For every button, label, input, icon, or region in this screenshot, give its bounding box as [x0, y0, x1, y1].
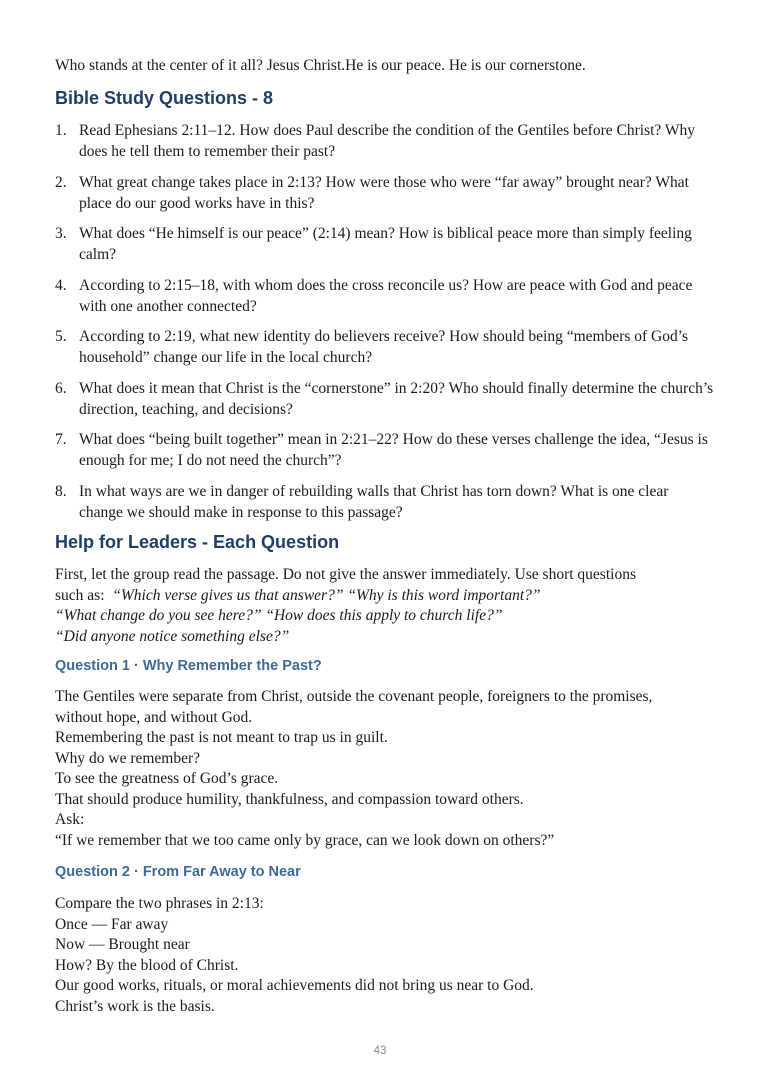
list-item-text: Read Ephesians 2:11–12. How does Paul describe the condition of the Gentiles before Christ? Why does he tell them to remember their past? [79, 122, 695, 160]
paragraph-line: That should produce humility, thankfulness, and compassion toward others. [55, 790, 524, 808]
list-item-text: What does it mean that Christ is the “cornerstone” in 2:20? Who should finally determine the church’s direction, teaching, and decisions? [79, 379, 714, 418]
leaders-intro-paragraph [55, 565, 715, 647]
list-item-number: 6. [55, 379, 67, 397]
paragraph-line: Remembering the past is not meant to trap us in guilt. [55, 729, 388, 746]
list-item [55, 172, 715, 214]
paragraph-line: Why do we remember? [55, 749, 201, 767]
list-item-number: 3. [55, 225, 67, 242]
list-item-text: According to 2:19, what new identity do believers receive? How should being “members of God’s household” change our life in the local church? [79, 328, 689, 366]
paragraph-line: Compare the two phrases in 2:13: [55, 895, 264, 912]
intro-paragraph: Who stands at the center of it all? Jesus Christ.He is our peace. He is our cornerstone. [55, 57, 586, 74]
example-question: “Did anyone notice something else?” [55, 627, 290, 645]
list-item-number: 2. [55, 173, 67, 191]
paragraph-line: The Gentiles were separate from Christ, outside the covenant people, foreigners to the promises, [55, 688, 653, 705]
list-item [55, 120, 715, 162]
paragraph-line: Our good works, rituals, or moral achievements did not bring us near to God. [55, 977, 534, 994]
paragraph-line: without hope, and without God. [55, 708, 253, 726]
paragraph-line: To see the greatness of God’s grace. [55, 770, 279, 787]
list-item-text: According to 2:15–18, with whom does the cross reconcile us? How are peace with God and peace with one another connected? [79, 276, 693, 315]
list-item-text: What great change takes place in 2:13? How were those who were “far away” brought near? What place do our good works have in this? [79, 173, 689, 212]
list-item [55, 326, 715, 368]
list-item [55, 481, 715, 523]
leaders-intro-prefix: such as: [55, 586, 113, 604]
list-item-text: What does “being built together” mean in 2:21–22? How do these verses challenge the idea, “Jesus is enough for me; I do not need the church”? [79, 431, 708, 469]
questions-list [55, 120, 715, 532]
example-question: “Which verse gives us that answer?” “Why is this word important?” [112, 586, 541, 604]
section-heading-help-for-leaders: Help for Leaders - Each Question [55, 532, 340, 552]
leaders-intro-line [55, 586, 715, 607]
list-item [55, 429, 715, 471]
question-1-paragraph [55, 687, 715, 851]
list-item [55, 275, 715, 317]
list-item-number: 7. [55, 431, 67, 448]
list-item-number: 8. [55, 482, 67, 500]
leaders-intro-line: First, let the group read the passage. Do not give the answer immediately. Use short questions [55, 566, 636, 583]
section-heading-bible-study: Bible Study Questions - 8 [55, 88, 274, 108]
paragraph-line: How? By the blood of Christ. [55, 956, 239, 974]
example-question: “What change do you see here?” “How does this apply to church life?” [55, 607, 503, 624]
paragraph-line: Now — Brought near [55, 936, 190, 953]
list-item-text: In what ways are we in danger of rebuilding walls that Christ has torn down? What is one clear change we should make in response to this passage? [79, 482, 669, 521]
subheading-question-1: Question 1 · Why Remember the Past? [55, 658, 322, 674]
subheading-question-2: Question 2 · From Far Away to Near [55, 864, 301, 880]
list-item-number: 1. [55, 122, 67, 139]
question-2-paragraph [55, 894, 715, 1017]
list-item [55, 378, 715, 420]
list-item-text: What does “He himself is our peace” (2:14) mean? How is biblical peace more than simply feeling calm? [79, 225, 692, 263]
paragraph-line: Christ’s work is the basis. [55, 997, 215, 1015]
paragraph-line: Once — Far away [55, 915, 169, 933]
paragraph-line: “If we remember that we too came only by grace, can we look down on others?” [55, 831, 555, 849]
page-number: 43 [373, 1045, 387, 1057]
paragraph-line: Ask: [55, 811, 85, 828]
list-item-number: 5. [55, 328, 67, 345]
list-item-number: 4. [55, 276, 67, 294]
list-item [55, 223, 715, 265]
